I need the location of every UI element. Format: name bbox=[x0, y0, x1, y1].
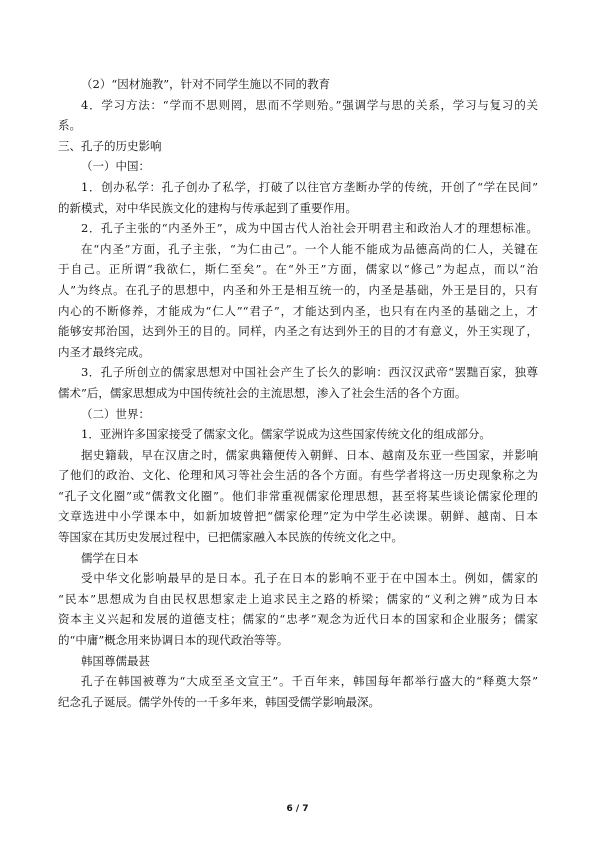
text-line: 3．孔子所创立的儒家思想对中国社会产生了长久的影响：西汉汉武帝“罢黜百家，独尊 bbox=[81, 365, 538, 380]
text-line: 在“内圣”方面，孔子主张，“为仁由己”。一个人能不能成为品德高尚的仁人，关键在 bbox=[81, 241, 538, 256]
text-line: 资本主义兴起和发展的道德支柱；儒家的“忠孝”观念为近代日本的国家和企业服务；儒家 bbox=[58, 612, 538, 627]
text-line: 于自己。正所谓“我欲仁，斯仁至矣”。在“外王”方面，儒家以“修己”为起点，而以“治 bbox=[58, 262, 538, 277]
text-line: 等国家在其历史发展过程中，已把儒家融入本民族的传统文化之中。 bbox=[58, 530, 403, 545]
text-line: “孔子文化圈”或“儒教文化圈”。他们非常重视儒家伦理思想，甚至将某些谈论儒家伦理的 bbox=[58, 488, 538, 503]
text-line: 人”为终点。在孔子的思想中，内圣和外王是相互统一的，内圣是基础，外王是目的，只有 bbox=[58, 282, 538, 297]
text-line: 的新模式，对中华民族文化的建构与传承起到了重要作用。 bbox=[58, 200, 357, 215]
text-line: 内圣才最终完成。 bbox=[58, 344, 150, 359]
text-line: 韩国尊儒最甚 bbox=[81, 653, 150, 668]
text-line: “民本”思想成为自由民权思想家走上追求民主之路的桥梁；儒家的“义利之辨”成为日本 bbox=[58, 591, 538, 606]
text-line: 三、孔子的历史影响 bbox=[58, 138, 162, 153]
text-line: （一）中国： bbox=[81, 159, 150, 174]
text-line: 的“中庸”概念用来协调日本的现代政治等等。 bbox=[58, 633, 289, 648]
text-line: 孔子在韩国被尊为“大成至圣文宣王”。千百年来，韩国每年都举行盛大的“释奠大祭” bbox=[81, 674, 538, 689]
text-line: 1．亚洲许多国家接受了儒家文化。儒家学说成为这些国家传统文化的组成部分。 bbox=[81, 427, 491, 442]
text-line: 4．学习方法：“学而不思则罔，思而不学则殆。”强调学与思的关系，学习与复习的关 bbox=[81, 97, 538, 112]
text-line: 纪念孔子诞辰。儒学外传的一千多年来，韩国受儒学影响最深。 bbox=[58, 694, 380, 709]
text-line: 内心的不断修养，才能成为“仁人”“君子”，才能达到内圣，也只有在内圣的基础之上，才 bbox=[58, 303, 538, 318]
text-line: 儒术”后，儒家思想成为中国传统社会的主流思想，渗入了社会生活的各个方面。 bbox=[58, 385, 467, 400]
text-line: 文章选进中小学课本中，如新加坡曾把“儒家伦理”定为中学生必读课。朝鲜、越南、日本 bbox=[58, 509, 538, 524]
text-line: 据史籍载，早在汉唐之时，儒家典籍便传入朝鲜、日本、越南及东亚一些国家，并影响 bbox=[81, 447, 538, 462]
text-line: 了他们的政治、文化、伦理和风习等社会生活的各个方面。有些学者将这一历史现象称之为 bbox=[58, 468, 538, 483]
text-line: 能够安邦治国，达到外王的目的。同样，内圣之有达到外王的目的才有意义，外王实现了， bbox=[58, 324, 538, 339]
page-number: 6 / 7 bbox=[286, 804, 309, 814]
text-line: 2．孔子主张的“内圣外王”，成为中国古代人治社会开明君主和政治人才的理想标准。 bbox=[81, 221, 538, 236]
text-line: （2）“因材施教”，针对不同学生施以不同的教育 bbox=[81, 77, 331, 91]
text-line: 受中华文化影响最早的是日本。孔子在日本的影响不亚于在中国本土。例如，儒家的 bbox=[81, 571, 538, 586]
text-line: 1．创办私学：孔子创办了私学，打破了以往官方垄断办学的传统，开创了“学在民间” bbox=[81, 179, 538, 194]
text-line: 系。 bbox=[58, 118, 81, 133]
text-line: 儒学在日本 bbox=[81, 550, 139, 565]
document-body bbox=[58, 74, 538, 712]
text-line: （二）世界： bbox=[81, 406, 150, 421]
